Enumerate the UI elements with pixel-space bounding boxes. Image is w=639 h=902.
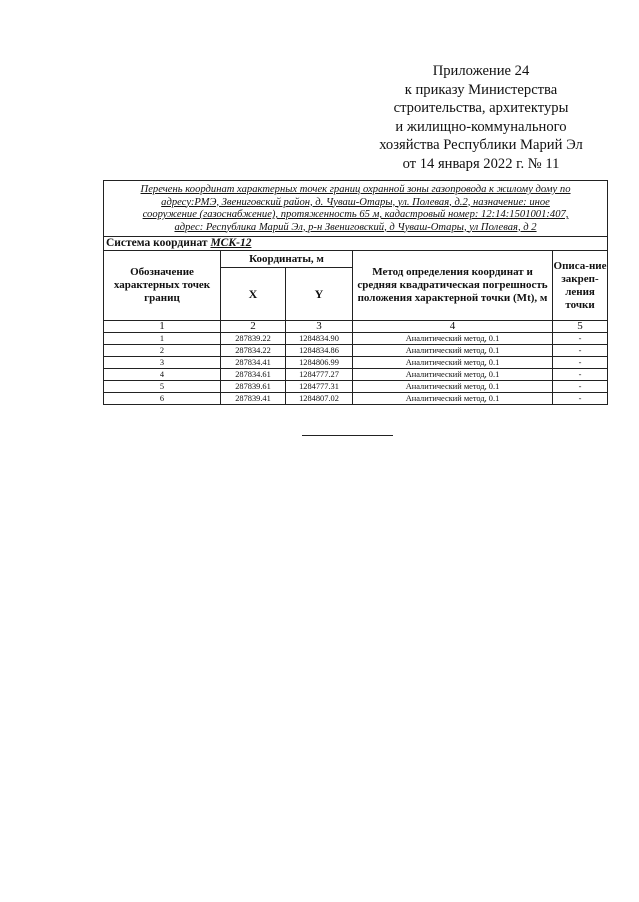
header-method: Метод определения координат и средняя квадратическая погрешность положения характерной точки (Mt), м (353, 251, 553, 321)
cell-method: Аналитический метод, 0.1 (353, 357, 553, 369)
cell-method: Аналитический метод, 0.1 (353, 369, 553, 381)
cell-method: Аналитический метод, 0.1 (353, 381, 553, 393)
table-caption (104, 181, 608, 237)
column-number: 2 (221, 321, 286, 333)
table-row (104, 345, 608, 357)
cell-x: 287834.61 (221, 369, 286, 381)
system-row (104, 237, 608, 251)
appendix-line: и жилищно-коммунального (395, 118, 567, 135)
cell-y: 1284806.99 (286, 357, 353, 369)
caption-line: адрес: Республика Марий Эл, р-н Звениговский, д Чуваш-Отары, ул Полевая, д 2 (174, 221, 537, 233)
coordinates-table (103, 180, 608, 405)
table-row (104, 357, 608, 369)
appendix-line: строительства, архитектуры (393, 100, 569, 117)
cell-y: 1284777.31 (286, 381, 353, 393)
column-numbers-row (104, 321, 608, 333)
cell-x: 287834.22 (221, 345, 286, 357)
cell-fixing: - (553, 333, 608, 345)
appendix-line: к приказу Министерства (404, 81, 558, 98)
cell-method: Аналитический метод, 0.1 (353, 393, 553, 405)
header-fixing: Описа-ние закреп-ления точки (553, 251, 608, 321)
table-row (104, 381, 608, 393)
cell-x: 287839.61 (221, 381, 286, 393)
caption-row (104, 181, 608, 237)
appendix-header (330, 62, 632, 174)
end-rule-divider (302, 435, 393, 436)
cell-fixing: - (553, 369, 608, 381)
coordinate-system-name: МСК-12 (210, 237, 252, 249)
table-row (104, 369, 608, 381)
table-row (104, 333, 608, 345)
header-coordinates: Координаты, м (221, 251, 353, 268)
cell-fixing: - (553, 381, 608, 393)
appendix-line: хозяйства Республики Марий Эл (379, 137, 583, 154)
coordinate-system-label: Система координат (106, 237, 208, 249)
cell-y: 1284777.27 (286, 369, 353, 381)
column-number: 3 (286, 321, 353, 333)
caption-line: адресу:РМЭ, Звениговский район, д. Чуваш-Отары, ул. Полевая, д.2, назначение: иное (161, 196, 550, 208)
appendix-line: Приложение 24 (432, 63, 530, 79)
cell-fixing: - (553, 393, 608, 405)
cell-x: 287839.22 (221, 333, 286, 345)
cell-point: 1 (104, 333, 221, 345)
cell-x: 287839.41 (221, 393, 286, 405)
header-row (104, 251, 608, 268)
cell-x: 287834.41 (221, 357, 286, 369)
cell-fixing: - (553, 357, 608, 369)
cell-method: Аналитический метод, 0.1 (353, 345, 553, 357)
cell-y: 1284834.90 (286, 333, 353, 345)
cell-method: Аналитический метод, 0.1 (353, 333, 553, 345)
column-number: 4 (353, 321, 553, 333)
caption-line: сооружение (газоснабжение), протяженность 65 м, кадастровый номер: 12:14:1501001:407, (142, 209, 569, 220)
cell-point: 3 (104, 357, 221, 369)
cell-point: 2 (104, 345, 221, 357)
column-number: 1 (104, 321, 221, 333)
cell-point: 5 (104, 381, 221, 393)
cell-point: 6 (104, 393, 221, 405)
coordinate-system (104, 237, 608, 251)
caption-line: Перечень координат характерных точек границ охранной зоны газопровода к жилому дому по (140, 184, 571, 195)
cell-fixing: - (553, 345, 608, 357)
column-number: 5 (553, 321, 608, 333)
cell-y: 1284807.02 (286, 393, 353, 405)
header-x: X (221, 268, 286, 321)
cell-y: 1284834.86 (286, 345, 353, 357)
header-point-designation: Обозначение характерных точек границ (104, 251, 221, 321)
cell-point: 4 (104, 369, 221, 381)
appendix-line: от 14 января 2022 г. № 11 (402, 155, 560, 172)
header-y: Y (286, 268, 353, 321)
table-row (104, 393, 608, 405)
